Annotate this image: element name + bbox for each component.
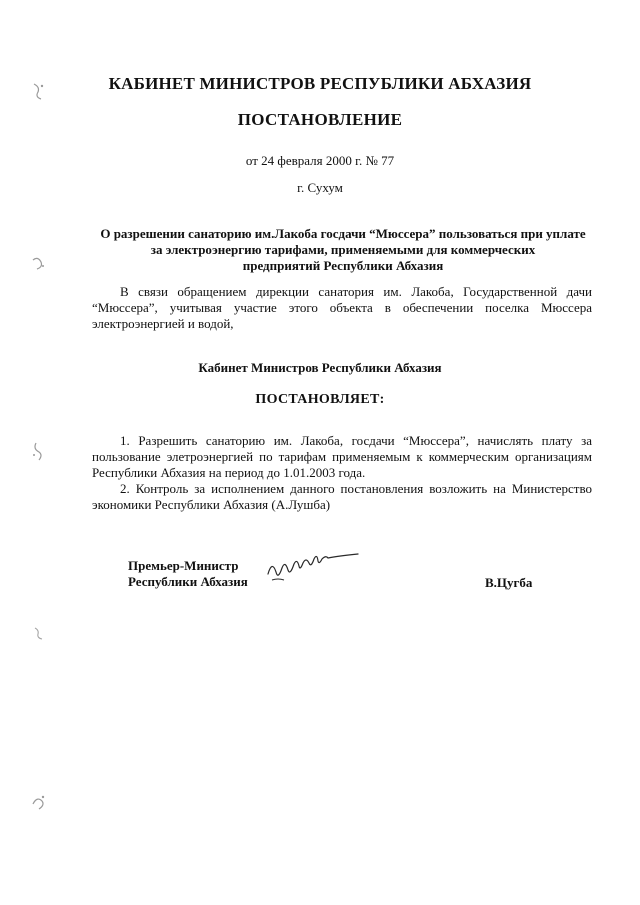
document-subject <box>78 226 608 274</box>
subject-line: за электроэнергию тарифами, применяемыми для коммерческих <box>150 242 536 257</box>
resolution-item: 1. Разрешить санаторию им. Лакоба, госдачи “Мюссера”, начислять плату за пользование элетроэнергией по тарифам применяемым к коммерческим организациям Республики Абхазия на период до 1.01.2003 года. <box>92 433 592 480</box>
signatory-role-line: Премьер-Министр <box>128 558 239 573</box>
margin-scan-mark-icon <box>28 622 50 644</box>
document-date-number: от 24 февраля 2000 г. № 77 <box>245 153 395 168</box>
handwritten-signature-icon <box>262 550 402 590</box>
margin-scan-mark-icon <box>28 440 50 462</box>
document-type: ПОСТАНОВЛЕНИЕ <box>237 110 403 129</box>
subject-line: О разрешении санаторию им.Лакоба госдачи “Мюссера” пользоваться при уплате <box>100 226 586 241</box>
resolution-verb: ПОСТАНОВЛЯЕТ: <box>255 392 385 407</box>
signatory-name: В.Цугба <box>485 575 533 590</box>
resolution-issuer: Кабинет Министров Республики Абхазия <box>198 360 442 375</box>
resolution-items <box>92 433 592 513</box>
resolution-item: 2. Контроль за исполнением данного постановления возложить на Министерство экономики Республики Абхазия (А.Лушба) <box>92 481 592 512</box>
margin-scan-mark-icon <box>28 792 50 814</box>
preamble-paragraph: В связи обращением дирекции санатория им. Лакоба, Государственной дачи “Мюссера”, учитывая участие этого объекта в обеспечении поселка Мюссера электроэнергией и водой, <box>92 284 592 331</box>
document-city: г. Сухум <box>297 180 343 195</box>
signatory-role <box>128 558 248 590</box>
subject-line: предприятий Республики Абхазия <box>242 258 444 273</box>
document-title: КАБИНЕТ МИНИСТРОВ РЕСПУБЛИКИ АБХАЗИЯ <box>108 74 532 93</box>
signatory-role-line: Республики Абхазия <box>128 574 248 589</box>
margin-scan-mark-icon <box>28 252 50 274</box>
